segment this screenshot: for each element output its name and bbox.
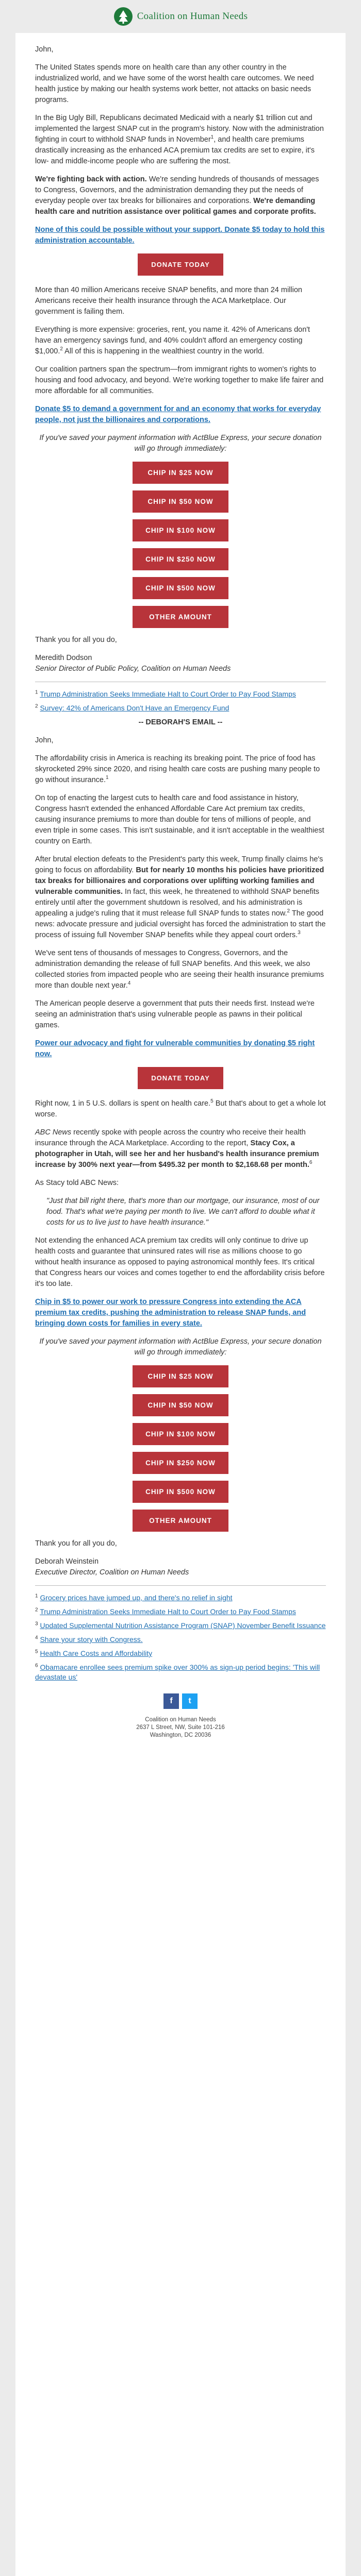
footnote-ref[interactable]: 2 bbox=[60, 346, 63, 352]
footnote-link[interactable]: Updated Supplemental Nutrition Assistance Program (SNAP) November Benefit Issuance bbox=[40, 1621, 326, 1630]
chip-in-button[interactable]: CHIP IN $500 NOW bbox=[133, 577, 228, 599]
chip-in-button[interactable]: CHIP IN $100 NOW bbox=[133, 519, 228, 541]
org-name: Coalition on Human Needs bbox=[137, 11, 248, 22]
paragraph: Right now, 1 in 5 U.S. dollars is spent on health care.$^5$ But that's about to get a whole lot worse. bbox=[35, 1098, 326, 1118]
chip-in-button[interactable]: CHIP IN $250 NOW bbox=[133, 548, 228, 570]
actblue-note: If you've saved your payment information with ActBlue Express, your secure donation will go through immediately: bbox=[39, 1337, 322, 1357]
chip-in-button[interactable]: CHIP IN $50 NOW bbox=[133, 490, 228, 513]
footnote-link[interactable]: Grocery prices have jumped up, and there's no relief in sight bbox=[40, 1594, 233, 1602]
signature-name: Meredith Dodson bbox=[35, 654, 92, 662]
footnote: $^5$ Health Care Costs and Affordability bbox=[35, 1649, 153, 1657]
footnote: $^2$ Trump Administration Seeks Immediate Halt to Court Order to Pay Food Stamps bbox=[35, 1607, 296, 1616]
header bbox=[0, 0, 361, 33]
footnote-ref[interactable]: 5 bbox=[210, 1098, 214, 1105]
paragraph: As Stacy told ABC News: bbox=[35, 1179, 119, 1187]
paragraph: The affordability crisis in America is reaching its breaking point. The price of food has skyrocketed 29% since 2020, and rising health care costs are pushing many people to go without insurance.$^1$ bbox=[35, 754, 320, 784]
footnote-link[interactable]: Share your story with Congress. bbox=[40, 1635, 143, 1643]
signoff: Thank you for all you do, bbox=[35, 636, 117, 644]
email-body bbox=[15, 33, 346, 2576]
other-amount-button[interactable]: OTHER AMOUNT bbox=[133, 606, 228, 628]
chip-in-button[interactable]: CHIP IN $500 NOW bbox=[133, 1481, 228, 1503]
tree-logo-icon bbox=[113, 7, 133, 26]
chip-in-list bbox=[35, 1365, 326, 1532]
signature-title: Executive Director, Coalition on Human Needs bbox=[35, 1568, 189, 1577]
footnote-ref[interactable]: 1 bbox=[210, 134, 214, 141]
donate-link-text[interactable]: None of this could be possible without your support. Donate $5 today to hold this administration accountable. bbox=[35, 226, 325, 245]
footnote-link[interactable]: Obamacare enrollee sees premium spike over 300% as sign-up period begins: 'This will devastate us' bbox=[35, 1663, 320, 1681]
facebook-icon[interactable]: f bbox=[163, 1693, 179, 1709]
footnote-link[interactable]: Health Care Costs and Affordability bbox=[40, 1649, 153, 1657]
chip-in-button[interactable]: CHIP IN $250 NOW bbox=[133, 1452, 228, 1474]
chip-in-button[interactable]: CHIP IN $100 NOW bbox=[133, 1423, 228, 1445]
footnote: $^2$ Survey: 42% of Americans Don't Have an Emergency Fund bbox=[35, 703, 229, 712]
paragraph: The United States spends more on health care than any other country in the industrialized world, and we have some of the worst health care outcomes. We need health justice by making our health systems work better, not attacks on basic needs programs. bbox=[35, 63, 314, 104]
org-logo[interactable] bbox=[113, 7, 248, 26]
footnote-link[interactable]: Survey: 42% of Americans Don't Have an Emergency Fund bbox=[40, 704, 229, 712]
paragraph: We're fighting back with action. We're sending hundreds of thousands of messages to Congress, Governors, and the administration demanding they put the needs of everyday people over tax breaks for billionaires and corporations. We're demanding health care and nutrition assistance over political games and corporate profits. bbox=[35, 175, 319, 216]
paragraph: On top of enacting the largest cuts to health care and food assistance in history, Congress hasn't extended the enhanced Affordable Care Act premium tax credits, causing insurance premiums to more than double for tens of millions of people, and even triple in some cases. This isn't sustainable, and it isn't acceptable in the wealthiest country on Earth. bbox=[35, 794, 324, 845]
paragraph: We've sent tens of thousands of messages to Congress, Governors, and the administration demanding the release of full SNAP benefits. And this week, we also collected stories from impacted people who are seeing their health insurance premiums more than double next year.$^4$ bbox=[35, 949, 324, 990]
footnote-ref[interactable]: 3 bbox=[298, 930, 301, 936]
social-links bbox=[35, 1693, 326, 1709]
mailing-address: Coalition on Human Needs 2637 L Street, NW, Suite 101-216 Washington, DC 20036 bbox=[136, 1717, 225, 1738]
paragraph: More than 40 million Americans receive SNAP benefits, and more than 24 million Americans receive their health insurance through the ACA Marketplace. Our government is failing them. bbox=[35, 286, 302, 316]
chip-in-button[interactable]: CHIP IN $50 NOW bbox=[133, 1394, 228, 1416]
other-amount-button[interactable]: OTHER AMOUNT bbox=[133, 1510, 228, 1532]
paragraph: Our coalition partners span the spectrum—from immigrant rights to women's rights to housing and food advocacy, and beyond. We're working together to make life fairer and more affordable for all communities. bbox=[35, 365, 324, 395]
footnote: $^4$ Share your story with Congress. bbox=[35, 1635, 143, 1643]
quote: "Just that bill right there, that's more than our mortgage, our insurance, most of our food. That's what we're paying per month to live. We can't afford to double what it costs for us to live just to have health insurance." bbox=[46, 1197, 320, 1227]
paragraph: After brutal election defeats to the President's party this week, Trump finally claims he's going to focus on affordability. But for nearly 10 months his policies have prioritized tax breaks for billionaires and corporations over uplifting working families and vulnerable communities. In fact, this week, he threatened to withhold SNAP benefits entirely until after the government shutdown is resolved, and his administration is appealing a judge's ruling that it must release full SNAP funds to states now.$^2$ The good news: advocate pressure and judicial oversight has forced the administration to start the process of issuing full November SNAP benefits while they appeal court orders.$^3$ bbox=[35, 855, 326, 939]
paragraph: The American people deserve a government that puts their needs first. Instead we're seeing an administration that's using vulnerable people as pawns in their political games. bbox=[35, 999, 315, 1029]
footnote: $^6$ Obamacare enrollee sees premium spike over 300% as sign-up period begins: 'This will devastate us' bbox=[35, 1663, 320, 1681]
paragraph: In the Big Ugly Bill, Republicans decimated Medicaid with a nearly $1 trillion cut and implemented the largest SNAP cut in the program's history. Now with the administration fighting in court to withhold SNAP funds in November$^1$, and health care premiums drastically increasing as the enhanced ACA premium tax credits are set to expire, it's low- and middle-income people who are suffering the most. bbox=[35, 114, 324, 165]
donate-link-text[interactable]: Power our advocacy and fight for vulnerable communities by donating $5 right now. bbox=[35, 1039, 315, 1058]
footnote: $^1$ Grocery prices have jumped up, and there's no relief in sight bbox=[35, 1593, 233, 1602]
signoff: Thank you for all you do, bbox=[35, 1539, 117, 1548]
donate-link-text[interactable]: Donate $5 to demand a government for and an economy that works for everyday people, not just the billionaires and corporations. bbox=[35, 405, 321, 424]
signature-name: Deborah Weinstein bbox=[35, 1557, 99, 1566]
donate-button[interactable]: DONATE TODAY bbox=[138, 253, 223, 276]
donate-button[interactable]: DONATE TODAY bbox=[138, 1067, 223, 1089]
greeting: John, bbox=[35, 45, 54, 54]
footnote-ref[interactable]: 2 bbox=[287, 908, 290, 914]
greeting: John, bbox=[35, 736, 54, 744]
donate-link-text[interactable]: Chip in $5 to power our work to pressure Congress into extending the ACA premium tax credits, pushing the administration to release SNAP funds, and bringing down costs for families in every state. bbox=[35, 1298, 306, 1328]
signature-title: Senior Director of Public Policy, Coalition on Human Needs bbox=[35, 665, 231, 673]
divider bbox=[35, 1585, 326, 1586]
footnote-ref[interactable]: 6 bbox=[309, 1160, 313, 1166]
footnote-link[interactable]: Trump Administration Seeks Immediate Halt to Court Order to Pay Food Stamps bbox=[40, 1607, 296, 1616]
paragraph: Everything is more expensive: groceries, rent, you name it. 42% of Americans don't have an emergency savings fund, and 40% couldn't afford an emergency costing $1,000.$^2$ All of this is happening in the wealthiest country in the world. bbox=[35, 326, 310, 355]
footnote: $^1$ Trump Administration Seeks Immediate Halt to Court Order to Pay Food Stamps bbox=[35, 689, 296, 698]
chip-in-list bbox=[35, 462, 326, 628]
email-divider-label: -- DEBORAH'S EMAIL -- bbox=[138, 718, 223, 726]
footnote: $^3$ Updated Supplemental Nutrition Assistance Program (SNAP) November Benefit Issuance bbox=[35, 1621, 326, 1630]
footnote-link[interactable]: Trump Administration Seeks Immediate Halt to Court Order to Pay Food Stamps bbox=[40, 690, 296, 698]
actblue-note: If you've saved your payment information with ActBlue Express, your secure donation will go through immediately: bbox=[39, 434, 322, 453]
twitter-icon[interactable]: t bbox=[182, 1693, 198, 1709]
footnote-ref[interactable]: 1 bbox=[106, 775, 109, 781]
paragraph: Not extending the enhanced ACA premium tax credits will only continue to drive up health costs and guarantee that uninsured rates will rise as millions choose to go without health insurance as opposed to paying astronomical monthly fees. It's critical that Congress hears our voices and comes together to end the affordability crisis before it's too late. bbox=[35, 1236, 325, 1288]
footnote-ref[interactable]: 4 bbox=[127, 980, 131, 987]
chip-in-button[interactable]: CHIP IN $25 NOW bbox=[133, 462, 228, 484]
chip-in-button[interactable]: CHIP IN $25 NOW bbox=[133, 1365, 228, 1387]
paragraph: ABC News recently spoke with people across the country who receive their health insurance through the ACA Marketplace. According to the report, Stacy Cox, a photographer in Utah, will see her and her husband's health insurance premium increase by 300% next year—from $495.32 per month to $2,168.68 per month.$^6$ bbox=[35, 1128, 319, 1169]
